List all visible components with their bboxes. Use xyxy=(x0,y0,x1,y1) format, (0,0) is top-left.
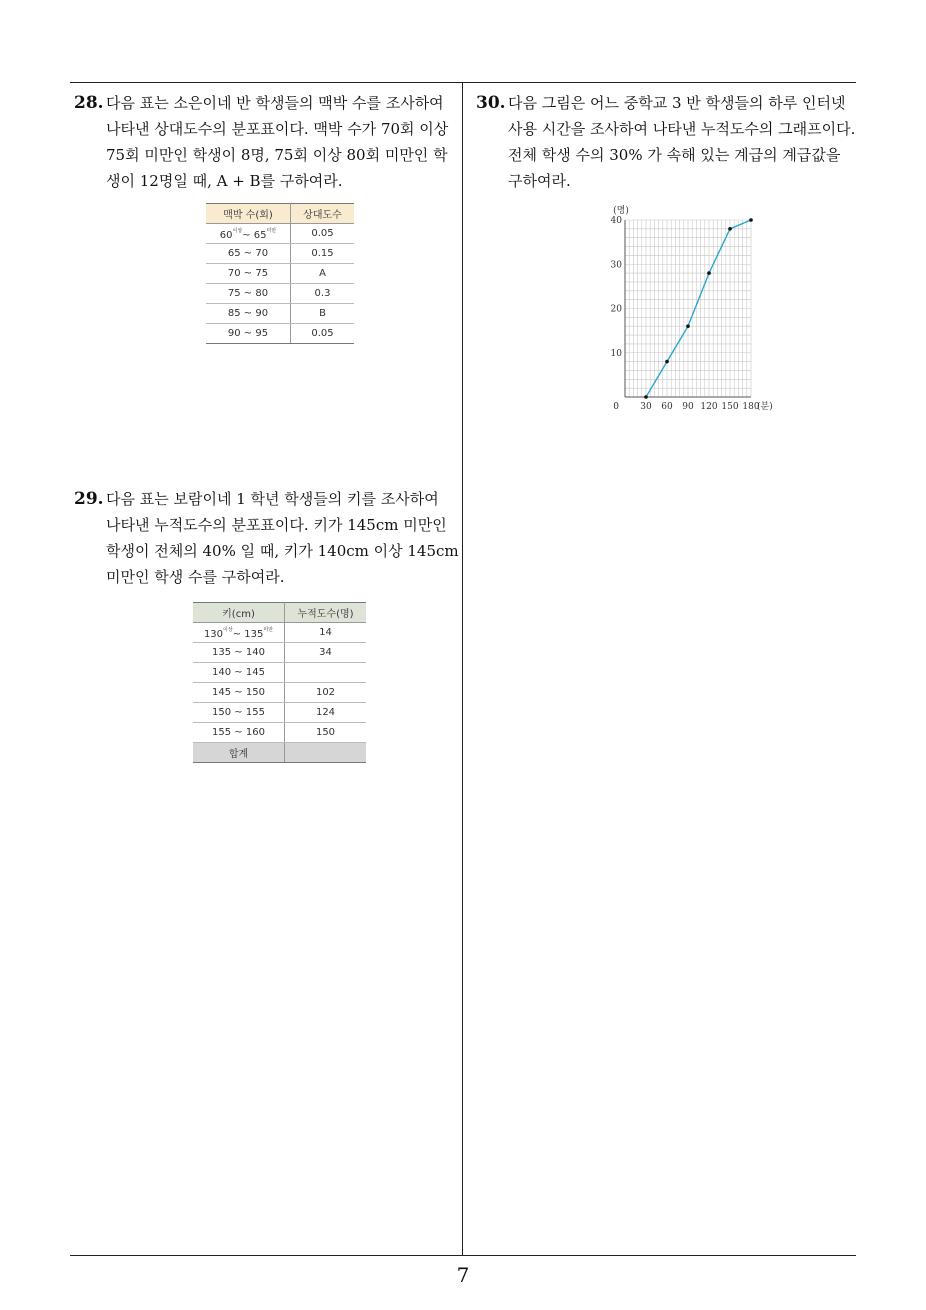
table-cell: A xyxy=(291,264,355,284)
tilde: ~ xyxy=(242,229,251,241)
table-cell: 85 ~ 90 xyxy=(206,304,291,324)
table-row xyxy=(193,723,366,743)
x-tick-label: 90 xyxy=(682,402,694,412)
text-line: 다음 그림은 어느 중학교 3 반 학생들의 하루 인터넷 xyxy=(508,94,846,112)
table-cell: 135 ~ 140 xyxy=(193,643,285,663)
below-marker: 미만 xyxy=(266,227,277,234)
text-line: 학생이 전체의 40% 일 때, 키가 140cm 이상 145cm xyxy=(106,542,459,560)
problem-text xyxy=(74,486,458,590)
table-header-row xyxy=(193,603,366,623)
table-cell: 124 xyxy=(285,703,367,723)
table-cell: 150 ~ 155 xyxy=(193,703,285,723)
data-point xyxy=(707,271,711,275)
page-number: 7 xyxy=(456,1263,470,1287)
column-divider xyxy=(462,82,463,1256)
relative-frequency-table xyxy=(206,203,354,344)
text-line: 생이 12명일 때, A + B를 구하여라. xyxy=(106,172,343,190)
table-row xyxy=(193,663,366,683)
table-row xyxy=(206,224,354,244)
interval-low: 60 xyxy=(219,229,233,241)
text-line: 사용 시간을 조사하여 나타낸 누적도수의 그래프이다. xyxy=(508,120,856,138)
cumulative-frequency-table xyxy=(193,602,366,763)
text-line: 나타낸 누적도수의 분포표이다. 키가 145cm 미만인 xyxy=(106,516,447,534)
table-cell: 90 ~ 95 xyxy=(206,324,291,344)
table-cell: 150 xyxy=(285,723,367,743)
x-tick-label: 120 xyxy=(700,402,718,412)
text-line: 다음 표는 보람이네 1 학년 학생들의 키를 조사하여 xyxy=(106,490,439,508)
table-row xyxy=(206,284,354,304)
table-header-row xyxy=(206,204,354,224)
text-line: 전체 학생 수의 30% 가 속해 있는 계급의 계급값을 xyxy=(508,146,841,164)
problem-29 xyxy=(74,486,458,590)
x-tick-label: 30 xyxy=(640,402,652,412)
problem-number: 29. xyxy=(74,489,104,509)
data-point xyxy=(644,395,648,399)
data-point xyxy=(686,324,690,328)
tilde: ~ xyxy=(232,628,242,640)
bottom-rule xyxy=(70,1255,856,1256)
table-row xyxy=(193,643,366,663)
table-cell: 34 xyxy=(285,643,367,663)
table-cell: 0.05 xyxy=(291,324,355,344)
x-tick-label: 180 xyxy=(742,402,760,412)
data-point xyxy=(665,360,669,364)
problem-text xyxy=(476,90,860,194)
interval-high: 135 xyxy=(244,628,264,640)
table-row xyxy=(193,623,366,643)
column-header: 누적도수(명) xyxy=(285,603,367,623)
table-row xyxy=(206,244,354,264)
column-header: 키(cm) xyxy=(193,603,285,623)
table-cell: 65 ~ 70 xyxy=(206,244,291,264)
table-row xyxy=(206,324,354,344)
table-cell: 102 xyxy=(285,683,367,703)
problem-number: 30. xyxy=(476,93,506,113)
table-cell: B xyxy=(291,304,355,324)
column-header: 상대도수 xyxy=(291,204,355,224)
interval-high: 65 xyxy=(253,229,267,241)
below-marker: 미만 xyxy=(263,626,274,633)
problem-30 xyxy=(476,90,860,194)
y-tick-label: 20 xyxy=(610,304,622,315)
y-axis-label: (명) xyxy=(613,206,629,216)
table-cell xyxy=(285,663,367,683)
table-cell: 140 ~ 145 xyxy=(193,663,285,683)
column-header: 맥박 수(회) xyxy=(206,204,291,224)
table-cell: 75 ~ 80 xyxy=(206,284,291,304)
y-tick-label: 40 xyxy=(610,216,622,226)
table-cell: 0.05 xyxy=(291,224,355,244)
table-cell: 70 ~ 75 xyxy=(206,264,291,284)
x-axis-label: (분) xyxy=(757,402,773,412)
table-cell: 155 ~ 160 xyxy=(193,723,285,743)
x-tick-label: 60 xyxy=(661,402,673,412)
table-cell: 145 ~ 150 xyxy=(193,683,285,703)
total-value xyxy=(285,743,367,763)
total-label: 합계 xyxy=(193,743,285,763)
interval-low: 130 xyxy=(203,628,224,640)
above-marker: 이상 xyxy=(232,227,243,234)
problem-number: 28. xyxy=(74,93,104,113)
problem-28 xyxy=(74,90,458,194)
class-interval xyxy=(193,623,285,643)
text-line: 나타낸 상대도수의 분포표이다. 맥박 수가 70회 이상 xyxy=(106,120,449,138)
table-cell: 0.15 xyxy=(291,244,355,264)
y-tick-label: 10 xyxy=(610,348,622,359)
table-row xyxy=(193,683,366,703)
table-row xyxy=(206,264,354,284)
cumulative-frequency-graph xyxy=(603,200,773,415)
class-interval xyxy=(206,224,291,244)
text-line: 구하여라. xyxy=(508,172,571,190)
table-total-row xyxy=(193,743,366,763)
text-line: 미만인 학생 수를 구하여라. xyxy=(106,568,285,586)
data-point xyxy=(728,227,732,231)
table-row xyxy=(193,703,366,723)
above-marker: 이상 xyxy=(223,626,233,633)
y-tick-label: 30 xyxy=(610,260,622,271)
problem-text xyxy=(74,90,458,194)
origin-label: 0 xyxy=(613,402,619,412)
table-cell: 14 xyxy=(285,623,367,643)
table-row xyxy=(206,304,354,324)
data-point xyxy=(749,218,753,222)
text-line: 75회 미만인 학생이 8명, 75회 이상 80회 미만인 학 xyxy=(106,146,448,164)
text-line: 다음 표는 소은이네 반 학생들의 맥박 수를 조사하여 xyxy=(106,94,444,112)
top-rule xyxy=(70,82,856,83)
x-tick-label: 150 xyxy=(721,402,739,412)
table-cell: 0.3 xyxy=(291,284,355,304)
